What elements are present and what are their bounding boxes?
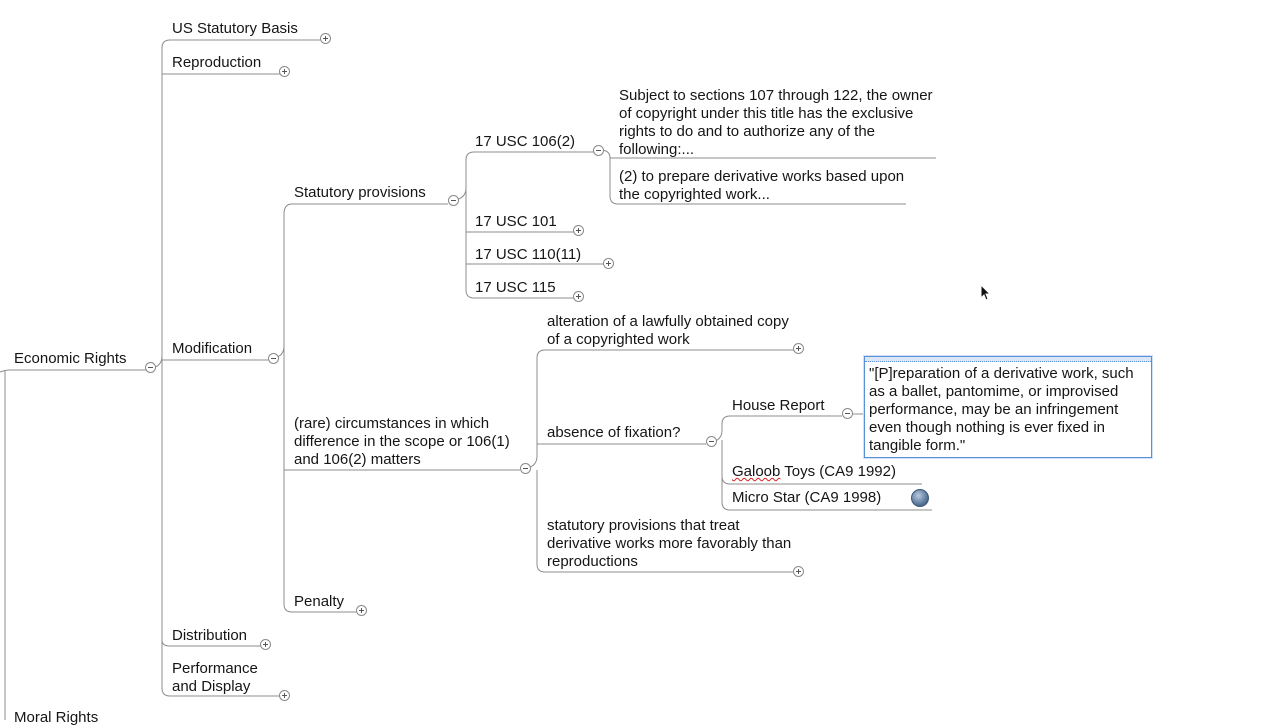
node-modification[interactable]: Modification	[172, 340, 253, 357]
node-statutory-provisions[interactable]: Statutory provisions	[294, 184, 426, 201]
galoob-rest: Toys (CA9 1992)	[780, 463, 896, 480]
mouse-pointer-icon	[980, 284, 992, 302]
expand-distribution-icon[interactable]	[260, 639, 271, 650]
node-economic-rights[interactable]: Economic Rights	[14, 350, 127, 367]
expand-performance-display-icon[interactable]	[279, 690, 290, 701]
node-17-usc-115[interactable]: 17 USC 115	[475, 279, 556, 296]
node-performance-display[interactable]: Performance and Display	[172, 660, 258, 695]
galoob-misspelled-word: Galoob	[732, 463, 781, 480]
expand-statutory-favorable-icon[interactable]	[793, 566, 804, 577]
node-penalty[interactable]: Penalty	[294, 593, 345, 610]
collapse-modification-icon[interactable]	[268, 353, 279, 364]
collapse-absence-of-fixation-icon[interactable]	[706, 436, 717, 447]
node-rare-circumstances[interactable]: (rare) circumstances in which difference in the scope or 106(1) and 106(2) matters	[294, 415, 510, 468]
expand-17-usc-101-icon[interactable]	[573, 225, 584, 236]
node-17-usc-106-2[interactable]: 17 USC 106(2)	[475, 133, 576, 150]
collapse-economic-rights-icon[interactable]	[145, 362, 156, 373]
note-usc-106-2-text[interactable]: Subject to sections 107 through 122, the owner of copyright under this title has the exclusive rights to do and to authorize any of the following:...	[619, 87, 933, 158]
node-galoob-toys[interactable]	[732, 463, 896, 481]
collapse-statutory-provisions-icon[interactable]	[448, 195, 459, 206]
node-distribution[interactable]: Distribution	[172, 627, 248, 644]
node-statutory-favorable[interactable]: statutory provisions that treat derivative works more favorably than reproductions	[547, 517, 792, 570]
collapse-house-report-icon[interactable]	[842, 408, 853, 419]
node-house-report[interactable]: House Report	[732, 397, 825, 414]
expand-alteration-icon[interactable]	[793, 343, 804, 354]
node-moral-rights[interactable]: Moral Rights	[14, 709, 99, 726]
node-17-usc-101[interactable]: 17 USC 101	[475, 213, 557, 230]
node-micro-star[interactable]: Micro Star (CA9 1998)	[732, 489, 882, 506]
expand-us-statutory-basis-icon[interactable]	[320, 33, 331, 44]
expand-17-usc-115-icon[interactable]	[573, 291, 584, 302]
collapse-17-usc-106-2-icon[interactable]	[593, 145, 604, 156]
node-alteration[interactable]: alteration of a lawfully obtained copy of a copyrighted work	[547, 313, 789, 348]
expand-penalty-icon[interactable]	[356, 605, 367, 616]
house-report-quote-box[interactable]	[864, 356, 1152, 458]
collapse-rare-circumstances-icon[interactable]	[520, 463, 531, 474]
attachment-icon[interactable]	[911, 489, 929, 507]
expand-17-usc-110-11-icon[interactable]	[603, 258, 614, 269]
node-17-usc-110-11[interactable]: 17 USC 110(11)	[475, 246, 582, 263]
note-drag-handle[interactable]	[865, 357, 1151, 362]
node-us-statutory-basis[interactable]: US Statutory Basis	[172, 20, 298, 37]
node-reproduction[interactable]: Reproduction	[172, 54, 262, 71]
house-report-quote-text[interactable]: "[P]reparation of a derivative work, such as a ballet, pantomime, or improvised performance, may be an infringement even though nothing is ever fixed in tangible form."	[869, 365, 1134, 454]
expand-reproduction-icon[interactable]	[279, 66, 290, 77]
note-usc-106-2-derivative[interactable]: (2) to prepare derivative works based upon the copyrighted work...	[619, 168, 905, 203]
node-absence-of-fixation[interactable]: absence of fixation?	[547, 424, 681, 441]
